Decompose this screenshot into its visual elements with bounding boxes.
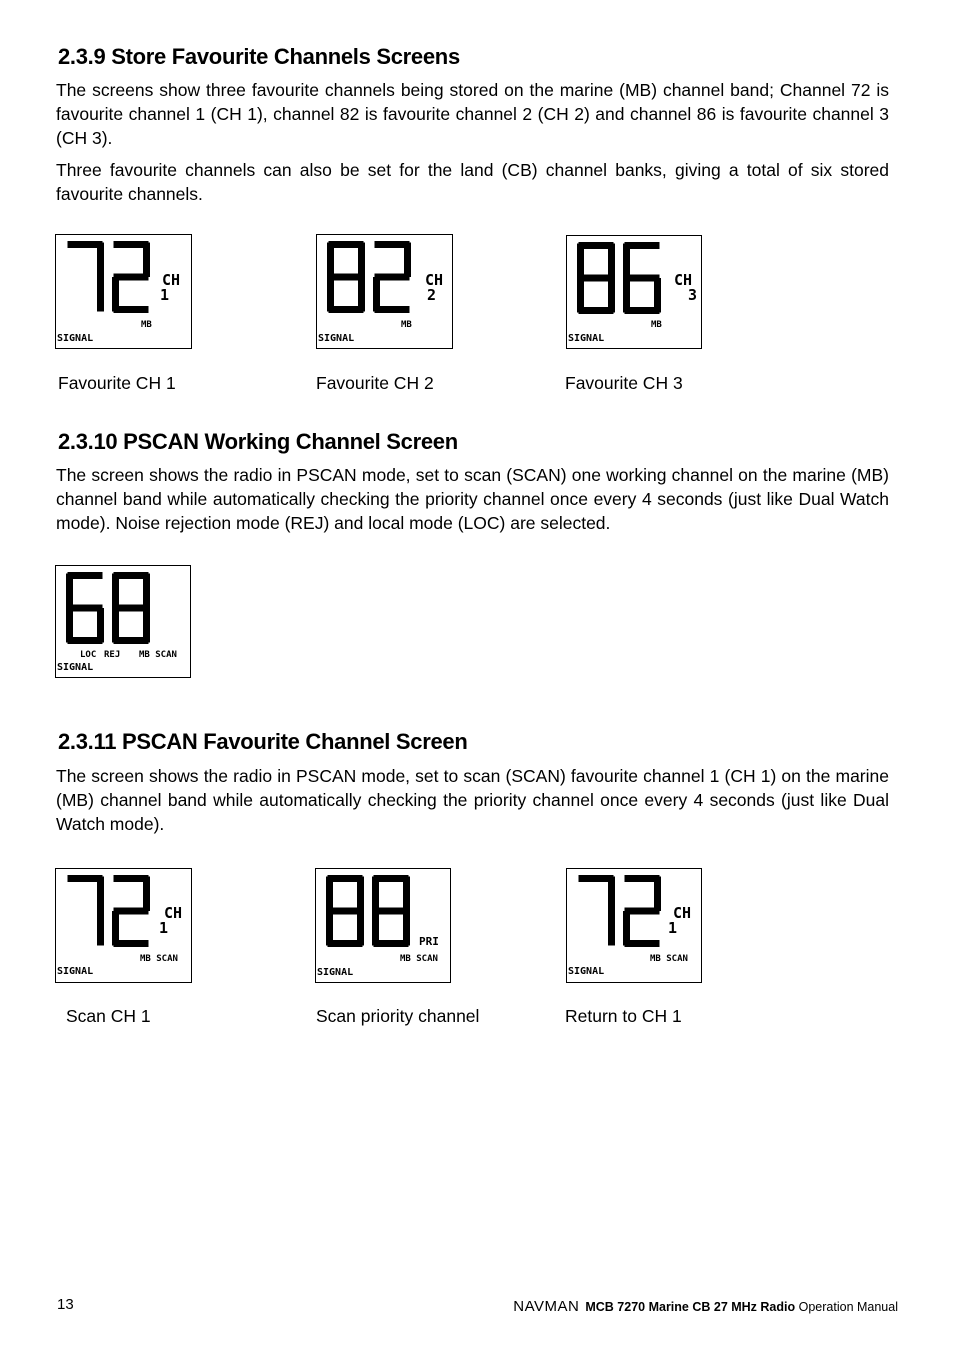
brand-logo-text: NAVMAN xyxy=(513,1298,580,1315)
channel-number: 1 xyxy=(160,286,170,304)
segment-b xyxy=(143,243,150,278)
segment-c xyxy=(97,277,104,312)
priority-label: PRI xyxy=(419,935,439,948)
segment-e xyxy=(623,278,630,313)
segment-e xyxy=(66,608,73,643)
band-label: MB SCAN xyxy=(140,954,178,964)
signal-label: SIGNAL xyxy=(568,966,605,977)
lcd-screen xyxy=(55,565,191,678)
channel-label: CH xyxy=(425,271,444,289)
section-heading-2-3-9: 2.3.9 Store Favourite Channels Screens xyxy=(58,44,460,69)
channel-label: CH xyxy=(164,904,183,922)
segment-f xyxy=(112,574,119,609)
segment-b xyxy=(357,877,364,912)
channel-label: CH xyxy=(674,271,693,289)
footer-title xyxy=(513,1298,898,1315)
channel-label: CH xyxy=(162,271,181,289)
signal-label: SIGNAL xyxy=(318,333,355,344)
segment-e xyxy=(112,277,119,312)
segment-e xyxy=(112,608,119,643)
segment-f xyxy=(372,877,379,912)
lcd-screen xyxy=(566,235,702,349)
model-name: MCB 7270 Marine CB 27 MHz Radio xyxy=(585,1300,796,1314)
lcd-screen xyxy=(316,234,453,349)
segment-c xyxy=(654,278,661,313)
channel-number: 1 xyxy=(668,919,678,937)
screen-caption: Return to CH 1 xyxy=(565,1006,682,1026)
segment-b xyxy=(608,244,615,279)
band-label: MB SCAN xyxy=(400,954,438,964)
channel-label: CH xyxy=(673,904,692,922)
segment-e xyxy=(372,911,379,946)
segment-b xyxy=(97,243,104,278)
document-type: Operation Manual xyxy=(798,1300,898,1314)
segment-e xyxy=(577,278,584,313)
segment-b xyxy=(143,574,150,609)
screen-caption: Favourite CH 1 xyxy=(58,373,176,393)
segment-b xyxy=(608,877,615,912)
segment-c xyxy=(97,911,104,946)
segment-b xyxy=(404,243,411,278)
segment-f xyxy=(577,244,584,279)
section-heading-2-3-11: 2.3.11 PSCAN Favourite Channel Screen xyxy=(58,729,468,754)
segment-c xyxy=(358,277,365,312)
signal-label: SIGNAL xyxy=(568,333,605,344)
segment-b xyxy=(654,877,661,912)
lcd-screen xyxy=(566,868,702,983)
band-label: MB xyxy=(651,320,662,330)
signal-label: SIGNAL xyxy=(57,662,94,673)
section-paragraph: The screen shows the radio in PSCAN mode, set to scan (SCAN) one working channel on the marine (MB) channel band while automatically checking the priority channel once every 4 seconds (just like Dual Watch mode). Noise rejection mode (REJ) and local mode (LOC) are selected. xyxy=(56,465,889,533)
band-label: MB xyxy=(401,320,412,330)
lcd-screen xyxy=(55,868,192,983)
channel-number: 2 xyxy=(427,286,437,304)
signal-label: SIGNAL xyxy=(317,967,354,978)
segment-b xyxy=(143,877,150,912)
lcd-screen xyxy=(55,234,192,349)
segment-c xyxy=(143,608,150,643)
segment-b xyxy=(358,243,365,278)
segment-c xyxy=(357,911,364,946)
seven-segment-digits xyxy=(56,235,192,349)
page-number: 13 xyxy=(57,1296,74,1313)
loc-label: LOC xyxy=(80,650,97,660)
band-label: MB SCAN xyxy=(650,954,688,964)
screen-caption: Favourite CH 2 xyxy=(316,373,434,393)
section-paragraph: The screens show three favourite channels being stored on the marine (MB) channel band; Channel 72 is favourite channel 1 (CH 1), channel 82 is favourite channel 2 (CH 2) and channel 86 is favourite channel 3 (CH 3). xyxy=(56,80,889,148)
segment-c xyxy=(97,608,104,643)
lcd-screen xyxy=(315,868,451,983)
segment-e xyxy=(327,277,334,312)
segment-e xyxy=(326,911,333,946)
seven-segment-digits xyxy=(316,869,451,983)
segment-f xyxy=(623,244,630,279)
segment-e xyxy=(623,911,630,946)
signal-label: SIGNAL xyxy=(57,333,94,344)
band-label: MB xyxy=(141,320,152,330)
screen-caption: Scan priority channel xyxy=(316,1006,480,1026)
segment-c xyxy=(403,911,410,946)
rej-label: REJ xyxy=(104,650,121,660)
segment-f xyxy=(327,243,334,278)
section-heading-2-3-10: 2.3.10 PSCAN Working Channel Screen xyxy=(58,429,458,454)
section-paragraph: Three favourite channels can also be set for the land (CB) channel banks, giving a total of six stored favourite channels. xyxy=(56,160,889,204)
segment-f xyxy=(326,877,333,912)
segment-e xyxy=(112,911,119,946)
signal-label: SIGNAL xyxy=(57,966,94,977)
channel-number: 3 xyxy=(688,286,698,304)
segment-c xyxy=(608,278,615,313)
segment-b xyxy=(403,877,410,912)
section-paragraph: The screen shows the radio in PSCAN mode, set to scan (SCAN) favourite channel 1 (CH 1) on the marine (MB) channel band while automatically checking the priority channel once every 4 seconds (just like Dual Watch mode). xyxy=(56,766,889,834)
screen-caption: Favourite CH 3 xyxy=(565,373,683,393)
segment-e xyxy=(373,277,380,312)
segment-c xyxy=(608,911,615,946)
band-label: MB SCAN xyxy=(139,650,177,660)
channel-number: 1 xyxy=(159,919,169,937)
segment-f xyxy=(66,574,73,609)
segment-b xyxy=(97,877,104,912)
screen-caption: Scan CH 1 xyxy=(66,1006,151,1026)
